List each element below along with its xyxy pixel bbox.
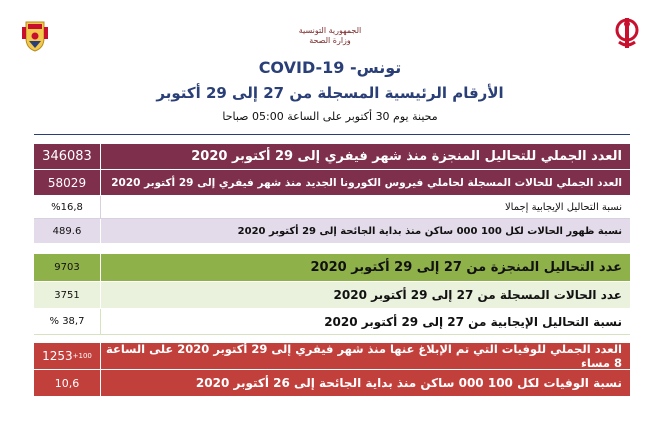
table-row: [34, 219, 630, 244]
table-row: [34, 370, 630, 397]
header-divider: [34, 134, 630, 135]
total-cases-value: 58029: [34, 170, 101, 195]
total-tests-label: العدد الجملي للتحاليل المنجزة منذ شهر فيفري إلى 29 أكتوبر 2020: [191, 149, 622, 164]
death-rate-label: نسبة الوفيات لكل 100 000 ساكن منذ بداية الجائحة إلى 26 أكتوبر 2020: [195, 376, 622, 390]
table-row: [34, 254, 630, 282]
incidence-rate-value: 489.6: [34, 219, 101, 243]
incidence-rate-label: نسبة ظهور الحالات لكل 100 000 ساكن منذ بداية الجائحة إلى 29 أكتوبر 2020: [237, 225, 622, 237]
death-rate-value: 10,6: [34, 370, 101, 396]
period-positivity-label: نسبة التحاليل الإيجابية من 27 إلى 29 أكتوبر 2020: [324, 314, 622, 329]
period-tests-value: 9703: [34, 254, 101, 281]
table-row: [34, 343, 630, 370]
period-cases-value: 3751: [34, 282, 101, 308]
page-title: COVID-19 -تونس: [258, 58, 402, 77]
total-tests-value: 346083: [34, 144, 101, 169]
republic-name: الجمهورية التونسية: [298, 26, 362, 35]
table-row: [34, 309, 630, 335]
total-deaths-superscript: +100: [72, 352, 92, 360]
ministry-health-logo-icon: [612, 16, 642, 50]
table-row: [34, 144, 630, 170]
table-row: [34, 282, 630, 309]
tunisia-emblem-icon: [20, 18, 50, 52]
period-cases-label: عدد الحالات المسجلة من 27 إلى 29 أكتوبر 2020: [333, 288, 622, 302]
table-row: [34, 170, 630, 196]
update-time: محينة يوم 30 أكتوبر على الساعة 05:00 صباحا: [222, 110, 438, 123]
table-row: [34, 196, 630, 219]
positivity-rate-label: نسبة التحاليل الإيجابية إجمالا: [504, 201, 622, 213]
page-subtitle: الأرقام الرئيسية المسجلة من 27 إلى 29 أكتوبر: [156, 84, 504, 102]
total-deaths-number: 1253: [42, 349, 73, 363]
period-positivity-value: % 38,7: [34, 309, 101, 334]
period-tests-label: عدد التحاليل المنجزة من 27 إلى 29 أكتوبر 2020: [310, 260, 622, 275]
total-deaths-value: [34, 343, 101, 369]
total-deaths-label: العدد الجملي للوفيات التي تم الإبلاغ عنها منذ شهر فيفري إلى 29 أكتوبر 2020 على الساعة 8 مساء: [105, 342, 622, 370]
positivity-rate-value: %16,8: [34, 196, 101, 218]
total-cases-label: العدد الجملي للحالات المسجلة لحاملي فيروس الكورونا الجديد منذ شهر فيفري إلى 29 أكتوبر 2020: [111, 176, 622, 189]
ministry-name: وزارة الصحة: [309, 36, 351, 45]
